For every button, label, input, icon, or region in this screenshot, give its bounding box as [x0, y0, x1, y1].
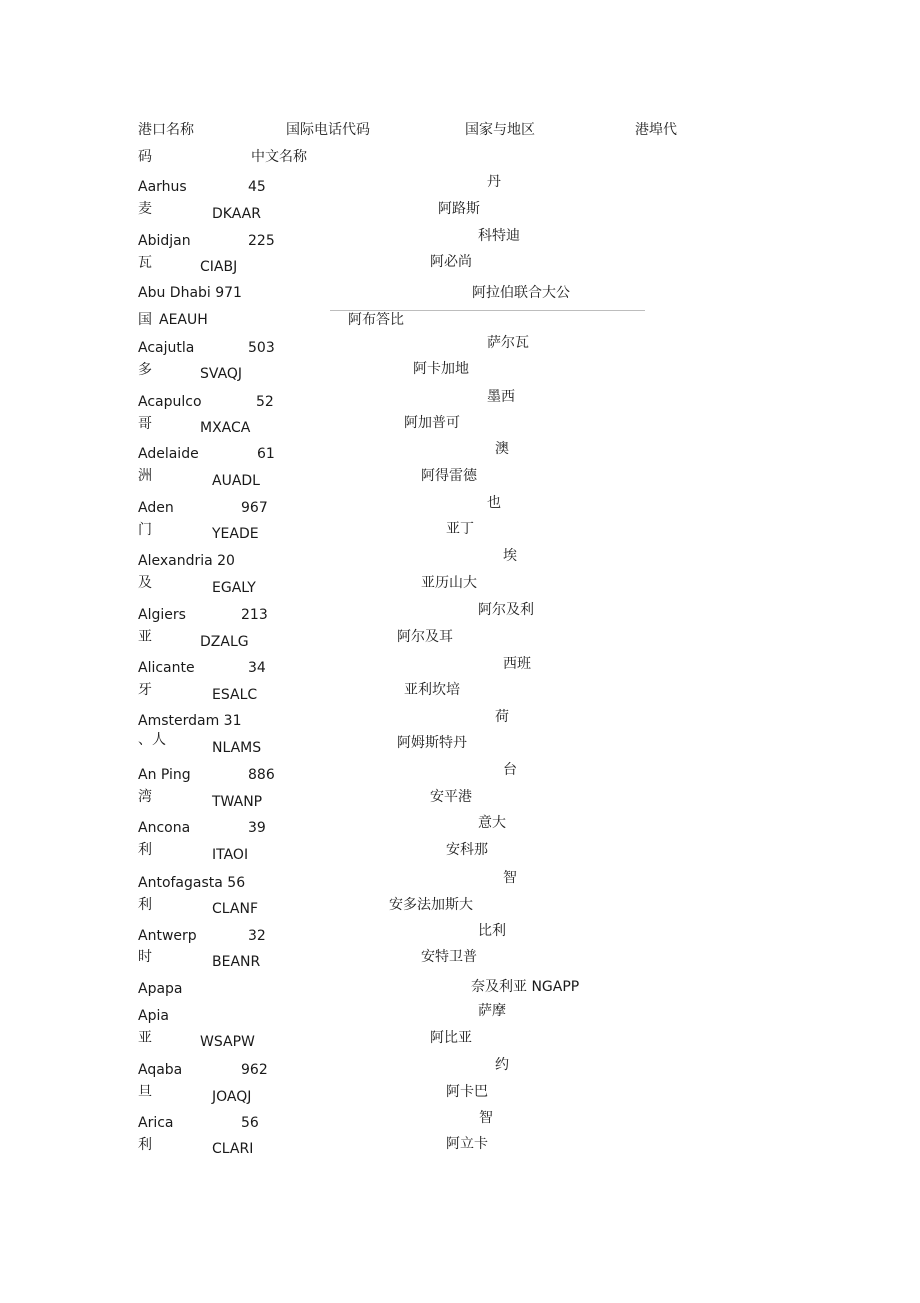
entry-code: DZALG — [200, 634, 249, 650]
entry-port: Apia — [138, 1008, 169, 1024]
entry-cn-name: 亚历山大 — [421, 575, 477, 591]
entry-port-dial: Antofagasta 56 — [138, 875, 246, 891]
entry-country: 科特迪 — [478, 228, 520, 244]
entry-dial: 56 — [241, 1115, 259, 1131]
divider-line — [330, 310, 645, 311]
entry-country: 阿尔及利 — [478, 602, 534, 618]
entry-country-cont: 湾 — [138, 789, 152, 805]
entry-dial: 213 — [241, 607, 268, 623]
entry-country: 萨尔瓦 — [487, 335, 529, 351]
entry-country: 西班 — [503, 656, 531, 672]
entry-country-cont: 亚 — [138, 629, 152, 645]
entry-country: 萨摩 — [478, 1003, 506, 1019]
entry-country: 约 — [495, 1057, 509, 1073]
entry-country: 丹 — [487, 174, 501, 190]
entry-cn-name: 亚丁 — [446, 521, 474, 537]
entry-country-cont: 麦 — [138, 201, 152, 217]
entry-country-cont: 时 — [138, 949, 152, 965]
entry-code: CLANF — [212, 901, 258, 917]
entry-dial: 45 — [248, 179, 266, 195]
entry-country-cont: 利 — [138, 842, 152, 858]
entry-dial: 32 — [248, 928, 266, 944]
entry-code: EGALY — [212, 580, 256, 596]
entry-cn-name: 阿路斯 — [438, 201, 480, 217]
entry-cn-name: 阿必尚 — [430, 254, 472, 270]
entry-country-cont: 国 — [138, 312, 152, 328]
entry-cn-name: 阿尔及耳 — [397, 629, 453, 645]
entry-code: ITAOI — [212, 847, 249, 863]
entry-code: SVAQJ — [200, 366, 243, 382]
header-country-region: 国家与地区 — [465, 122, 535, 138]
entry-country-cont: 利 — [138, 897, 152, 913]
entry-dial: 52 — [256, 394, 274, 410]
entry-code: YEADE — [212, 526, 259, 542]
entry-port: An Ping — [138, 767, 191, 783]
entry-port: Aden — [138, 500, 174, 516]
entry-port: Acapulco — [138, 394, 202, 410]
entry-port: Aarhus — [138, 179, 187, 195]
entry-port: Ancona — [138, 820, 191, 836]
entry-cn-name: 阿得雷德 — [421, 468, 477, 484]
header-port-code: 港埠代 — [635, 122, 677, 138]
entry-dial: 503 — [248, 340, 275, 356]
entry-country-cont: 门 — [138, 522, 152, 538]
entry-port-dial: Abu Dhabi 971 — [138, 285, 242, 301]
entry-country-cont: 旦 — [138, 1084, 152, 1100]
entry-country: 阿拉伯联合大公 — [472, 285, 570, 301]
entry-country-cont: 洲 — [138, 468, 152, 484]
header-intl-code: 国际电话代码 — [286, 122, 370, 138]
entry-country: 智 — [479, 1110, 493, 1126]
entry-code: AUADL — [212, 473, 260, 489]
entry-cn-name: 安特卫普 — [421, 949, 477, 965]
entry-port: Apapa — [138, 981, 183, 997]
entry-port: Algiers — [138, 607, 186, 623]
entry-port: Abidjan — [138, 233, 191, 249]
entry-cn-name: 安平港 — [430, 789, 472, 805]
entry-dial: 962 — [241, 1062, 268, 1078]
entry-country: 澳 — [495, 441, 509, 457]
entry-port-dial: Amsterdam 31 — [138, 713, 242, 729]
entry-cn-name: 阿加普可 — [404, 415, 460, 431]
entry-dial: 967 — [241, 500, 268, 516]
entry-port-dial: Alexandria 20 — [138, 553, 235, 569]
entry-country: 台 — [503, 762, 517, 778]
entry-cn-name: 安科那 — [446, 842, 488, 858]
entry-cn-name: 阿姆斯特丹 — [397, 735, 467, 751]
entry-country: 埃 — [503, 548, 517, 564]
entry-country: 墨西 — [487, 389, 515, 405]
entry-country: 荷 — [495, 709, 509, 725]
entry-code: BEANR — [212, 954, 261, 970]
entry-port: Arica — [138, 1115, 174, 1131]
entry-country-cont: 、人 — [138, 732, 166, 748]
entry-dial: 225 — [248, 233, 275, 249]
entry-country-cont: 多 — [138, 362, 152, 378]
entry-country: 比利 — [478, 923, 506, 939]
entry-country-cont: 瓦 — [138, 255, 152, 271]
entry-code: MXACA — [200, 420, 251, 436]
entry-cn-name: 阿布答比 — [348, 312, 404, 328]
entry-country-code: 奈及利亚 NGAPP — [471, 979, 580, 995]
entry-country: 意大 — [478, 815, 506, 831]
entry-country-cont: 牙 — [138, 682, 152, 698]
entry-country-cont: 亚 — [138, 1030, 152, 1046]
entry-code: DKAAR — [212, 206, 261, 222]
entry-cn-name: 亚利坎培 — [404, 682, 460, 698]
entry-cn-name: 阿卡巴 — [446, 1084, 488, 1100]
entry-code: TWANP — [212, 794, 263, 810]
header-chinese-name: 中文名称 — [251, 149, 307, 165]
entry-code: JOAQJ — [212, 1089, 252, 1105]
entry-country: 智 — [503, 870, 517, 886]
entry-country: 也 — [487, 495, 501, 511]
entry-code: CLARI — [212, 1141, 254, 1157]
entry-port: Acajutla — [138, 340, 195, 356]
entry-code: ESALC — [212, 687, 258, 703]
entry-country-cont: 哥 — [138, 416, 152, 432]
entry-code: WSAPW — [200, 1034, 255, 1050]
entry-cn-name: 阿比亚 — [430, 1030, 472, 1046]
entry-code: CIABJ — [200, 259, 238, 275]
entry-port: Aqaba — [138, 1062, 183, 1078]
entry-port: Alicante — [138, 660, 195, 676]
entry-country-cont: 利 — [138, 1137, 152, 1153]
entry-port: Antwerp — [138, 928, 197, 944]
entry-code: NLAMS — [212, 740, 262, 756]
header-port-code-cont: 码 — [138, 149, 152, 165]
entry-dial: 886 — [248, 767, 275, 783]
entry-port: Adelaide — [138, 446, 199, 462]
entry-cn-name: 安多法加斯大 — [389, 897, 473, 913]
header-port-name: 港口名称 — [138, 122, 194, 138]
entry-code: AEAUH — [159, 312, 208, 328]
entry-dial: 34 — [248, 660, 266, 676]
entry-dial: 61 — [257, 446, 275, 462]
entry-cn-name: 阿卡加地 — [413, 361, 469, 377]
entry-country-cont: 及 — [138, 575, 152, 591]
entry-dial: 39 — [248, 820, 266, 836]
entry-cn-name: 阿立卡 — [446, 1136, 488, 1152]
